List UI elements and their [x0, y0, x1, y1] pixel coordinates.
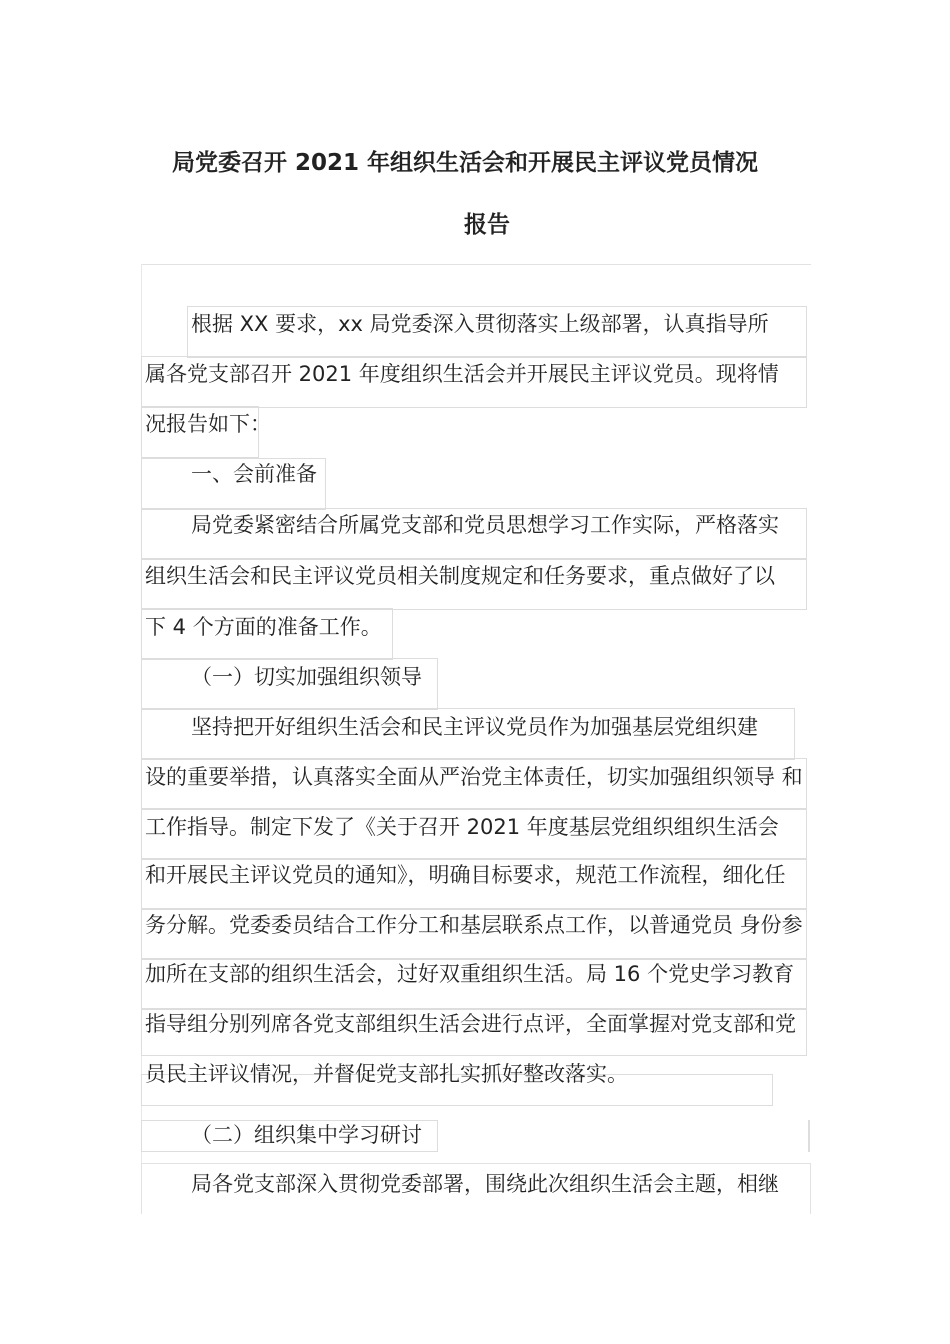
paragraph-line: 指导组分别列席各党支部组织生活会进行点评，全面掌握对党支部和党	[145, 1012, 796, 1036]
text-box-outline	[808, 1120, 810, 1152]
paragraph-line: 局各党支部深入贯彻党委部署，围绕此次组织生活会主题，相继	[191, 1172, 779, 1196]
paragraph-line: 属各党支部召开 2021 年度组织生活会并开展民主评议党员。现将情	[145, 362, 779, 386]
paragraph-line: 和开展民主评议党员的通知》，明确目标要求，规范工作流程，细化任	[145, 863, 786, 887]
document-title: 局党委召开 2021 年组织生活会和开展民主评议党员情况	[171, 150, 759, 176]
paragraph-line: 务分解。党委委员结合工作分工和基层联系点工作，以普通党员 身份参	[145, 913, 803, 937]
paragraph-line: 加所在支部的组织生活会，过好双重组织生活。局 16 个党史学习教育	[145, 962, 795, 986]
paragraph-line: 根据 XX 要求，xx 局党委深入贯彻落实上级部署，认真指导所	[191, 312, 769, 336]
paragraph-line: 组织生活会和民主评议党员相关制度规定和任务要求，重点做好了以	[145, 564, 775, 588]
page-frame-left	[141, 264, 142, 1214]
subsection-heading: （一）切实加强组织领导	[191, 665, 422, 689]
subsection-heading: （二）组织集中学习研讨	[191, 1123, 422, 1147]
section-heading: 一、会前准备	[191, 462, 317, 486]
paragraph-line: 局党委紧密结合所属党支部和党员思想学习工作实际，严格落实	[191, 513, 779, 537]
paragraph-line: 工作指导。制定下发了《关于召开 2021 年度基层党组织组织生活会	[145, 815, 779, 839]
paragraph-line: 况报告如下：	[145, 412, 271, 436]
paragraph-line: 员民主评议情况，并督促党支部扎实抓好整改落实。	[145, 1062, 628, 1086]
page-frame-top	[141, 264, 811, 265]
document-title-continued: 报告	[464, 212, 510, 238]
paragraph-line: 设的重要举措，认真落实全面从严治党主体责任，切实加强组织领导 和	[145, 765, 803, 789]
paragraph-line: 下 4 个方面的准备工作。	[145, 615, 382, 639]
paragraph-line: 坚持把开好组织生活会和民主评议党员作为加强基层党组织建	[191, 715, 758, 739]
